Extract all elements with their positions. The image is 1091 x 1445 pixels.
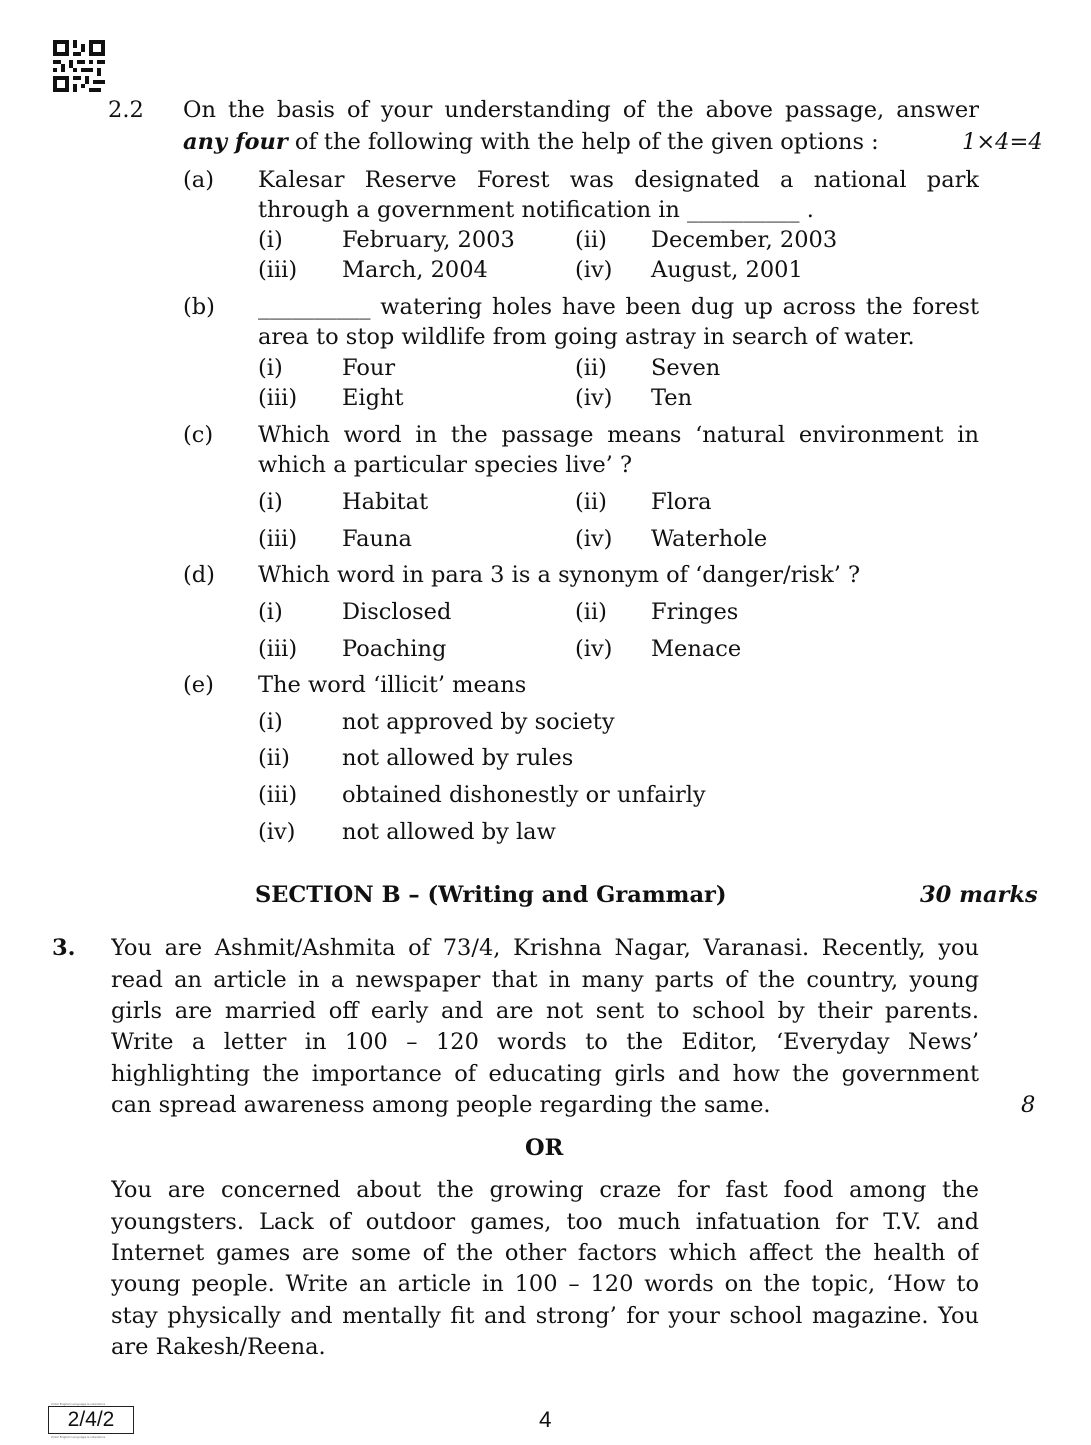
option-number: (iii) — [258, 257, 298, 283]
option-number: (i) — [258, 227, 283, 253]
emphasis-text: any four — [183, 129, 288, 155]
option-number: (i) — [258, 709, 283, 735]
option-number: (iv) — [575, 257, 613, 283]
option-text: Four — [342, 355, 396, 381]
or-separator: OR — [525, 1135, 564, 1161]
sub-question-text: Which word in the passage means ‘natural environment in — [258, 422, 979, 448]
question-text: Internet games are some of the other factors which affect the health of — [111, 1240, 979, 1266]
option-text: Fauna — [342, 526, 412, 552]
sub-question-text: __________ watering holes have been dug up across the forest — [258, 294, 979, 320]
question-text: girls are married off early and are not sent to school by their parents. — [111, 998, 979, 1024]
question-text-rest: of the following with the help of the given options : — [287, 129, 879, 155]
paper-code-microtext: 2/4/2 English Language & Literature — [51, 1435, 106, 1439]
question-text: You are concerned about the growing craze for fast food among the — [111, 1177, 979, 1203]
marks-label: 1×4=4 — [962, 129, 1043, 155]
sub-question-label: (b) — [183, 294, 215, 320]
option-number: (iii) — [258, 636, 298, 662]
option-text: Ten — [651, 385, 693, 411]
sub-question-text: through a government notification in __________ . — [258, 197, 814, 223]
sub-question-label: (e) — [183, 672, 214, 698]
paper-code-box — [48, 1402, 134, 1439]
option-number: (iv) — [258, 819, 296, 845]
question-text: On the basis of your understanding of the above passage, answer — [183, 97, 979, 123]
sub-question-label: (d) — [183, 562, 215, 588]
option-text: Poaching — [342, 636, 447, 662]
sub-question-label: (c) — [183, 422, 214, 448]
question-text: You are Ashmit/Ashmita of 73/4, Krishna Nagar, Varanasi. Recently, you — [111, 935, 979, 961]
paper-code: 2/4/2 — [67, 1408, 115, 1431]
option-number: (iv) — [575, 385, 613, 411]
option-number: (ii) — [575, 355, 607, 381]
sub-question-text: area to stop wildlife from going astray in search of water. — [258, 324, 915, 350]
option-text: Eight — [342, 385, 404, 411]
question-text: can spread awareness among people regarding the same. — [111, 1092, 771, 1118]
option-number: (ii) — [575, 599, 607, 625]
page-number: 4 — [539, 1407, 552, 1432]
paper-code-microtext: 2/4/2 English Language & Literature — [51, 1402, 106, 1406]
option-text: December, 2003 — [651, 227, 838, 253]
sub-question-text: which a particular species live’ ? — [258, 452, 633, 478]
sub-question-label: (a) — [183, 167, 214, 193]
option-number: (ii) — [575, 489, 607, 515]
sub-question-text: Which word in para 3 is a synonym of ‘danger/risk’ ? — [258, 562, 861, 588]
option-text: Menace — [651, 636, 742, 662]
question-text: youngsters. Lack of outdoor games, too much infatuation for T.V. and — [111, 1209, 979, 1235]
option-number: (iv) — [575, 636, 613, 662]
option-number: (i) — [258, 489, 283, 515]
option-number: (iii) — [258, 782, 298, 808]
option-text: not approved by society — [342, 709, 615, 735]
section-marks: 30 marks — [920, 882, 1038, 908]
question-text — [183, 127, 879, 157]
option-text: not allowed by law — [342, 819, 556, 845]
option-text: Fringes — [651, 599, 739, 625]
option-number: (i) — [258, 599, 283, 625]
question-text: Write a letter in 100 – 120 words to the Editor, ‘Everyday News’ — [111, 1029, 979, 1055]
option-text: March, 2004 — [342, 257, 488, 283]
option-text: Disclosed — [342, 599, 452, 625]
marks-label: 8 — [1021, 1092, 1036, 1118]
option-text: August, 2001 — [651, 257, 803, 283]
question-number: 3. — [52, 935, 76, 961]
sub-question-text: Kalesar Reserve Forest was designated a national park — [258, 167, 979, 193]
option-number: (iii) — [258, 385, 298, 411]
option-text: not allowed by rules — [342, 745, 574, 771]
question-text: are Rakesh/Reena. — [111, 1334, 326, 1360]
option-number: (i) — [258, 355, 283, 381]
option-number: (iv) — [575, 526, 613, 552]
option-text: Seven — [651, 355, 721, 381]
option-text: obtained dishonestly or unfairly — [342, 782, 706, 808]
option-number: (iii) — [258, 526, 298, 552]
question-text: read an article in a newspaper that in many parts of the country, young — [111, 967, 979, 993]
option-text: Habitat — [342, 489, 429, 515]
question-text: young people. Write an article in 100 – 120 words on the topic, ‘How to — [111, 1271, 979, 1297]
option-text: Waterhole — [651, 526, 768, 552]
question-text: stay physically and mentally fit and strong’ for your school magazine. You — [111, 1303, 979, 1329]
option-number: (ii) — [575, 227, 607, 253]
section-title: SECTION B – (Writing and Grammar) — [255, 882, 727, 908]
sub-question-text: The word ‘illicit’ means — [258, 672, 527, 698]
option-text: Flora — [651, 489, 712, 515]
option-text: February, 2003 — [342, 227, 515, 253]
option-number: (ii) — [258, 745, 290, 771]
qr-code-icon — [53, 40, 105, 92]
question-number: 2.2 — [108, 97, 144, 123]
question-text: highlighting the importance of educating girls and how the government — [111, 1061, 979, 1087]
